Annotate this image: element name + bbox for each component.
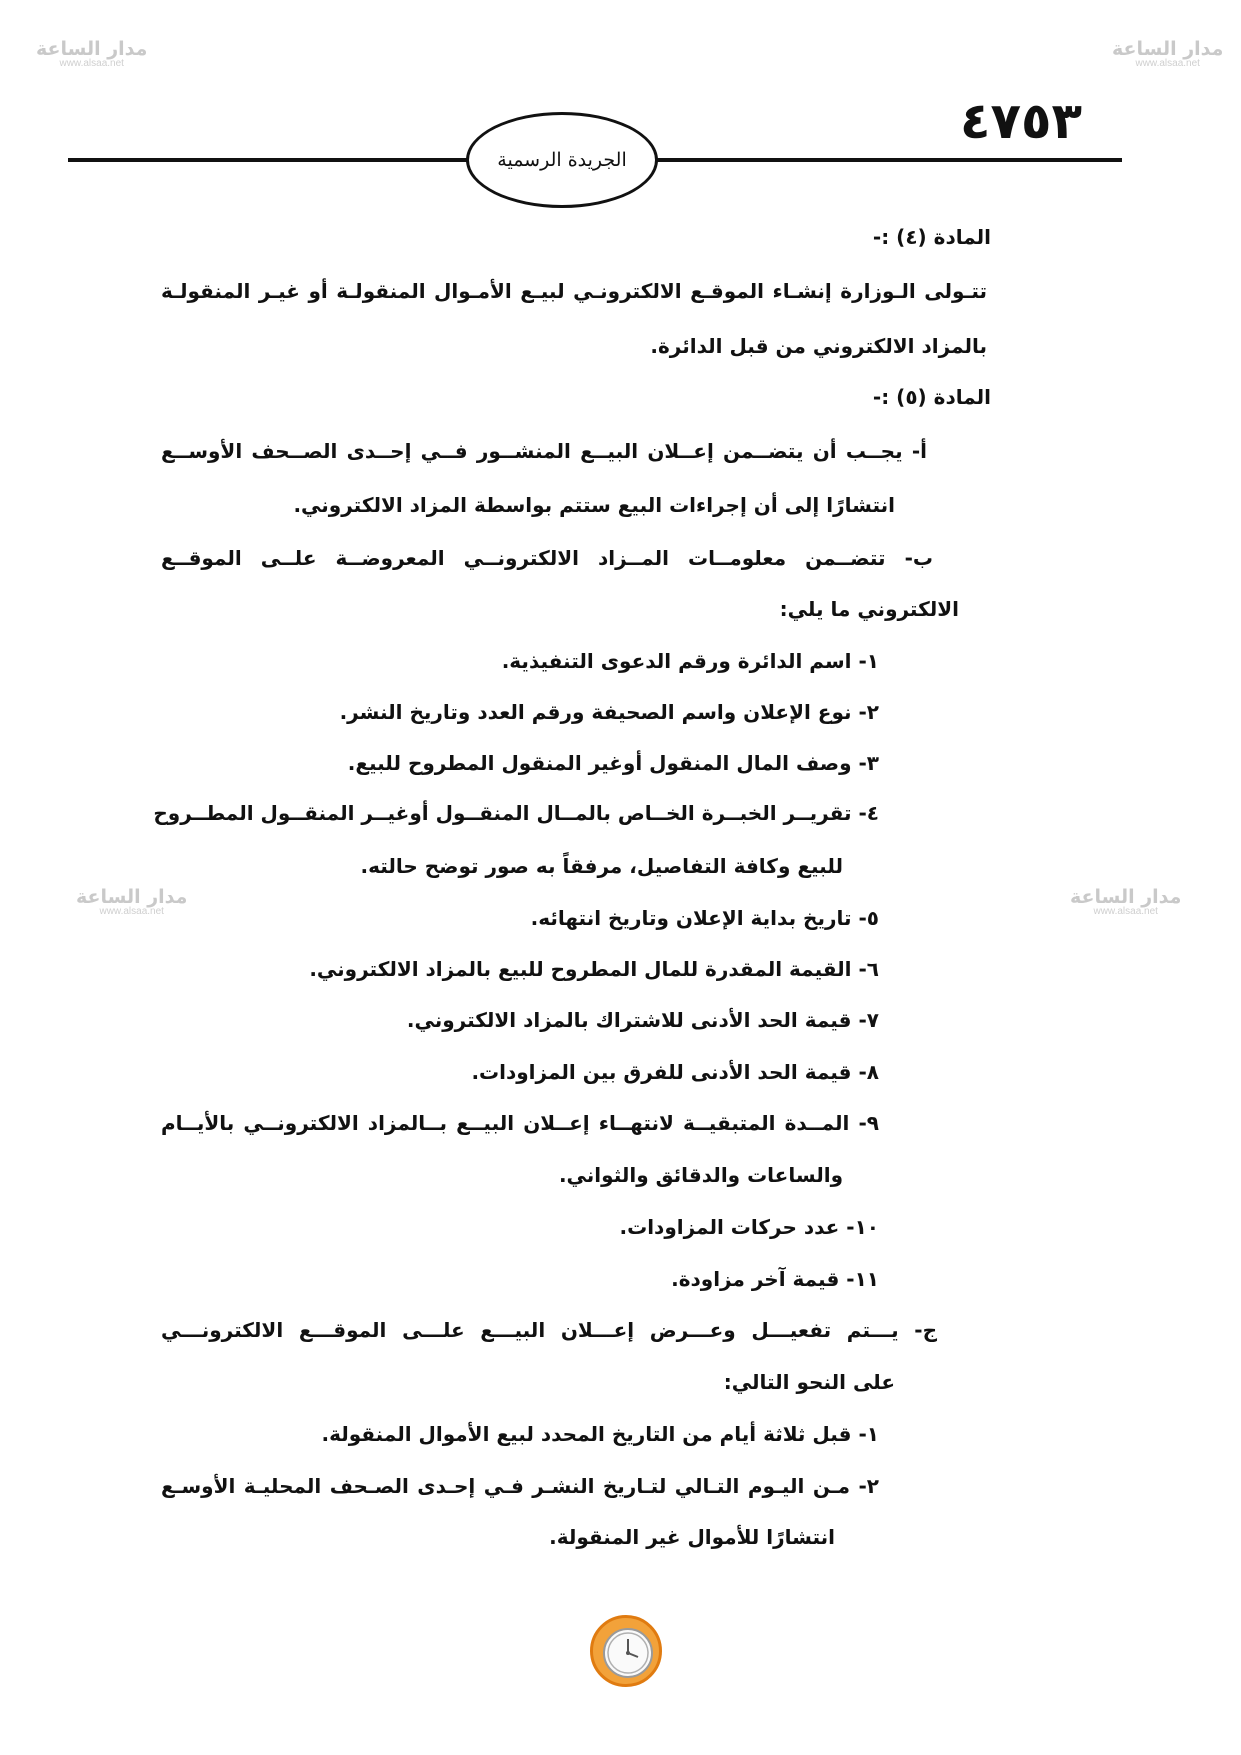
- article-5-heading: المادة (٥) :-: [872, 385, 991, 409]
- clause-a-line: انتشارًا إلى أن إجراءات البيع ستتم بواسطة المزاد الالكتروني.: [293, 493, 895, 517]
- list-item: ٣- وصف المال المنقول أوغير المنقول المطروح للبيع.: [347, 751, 879, 775]
- watermark-url: www.alsaa.net: [99, 906, 164, 917]
- watermark-logo: [76, 888, 187, 917]
- clause-c-line: على النحو التالي:: [723, 1370, 895, 1394]
- clause-a-line: أ- يجــب أن يتضــمن إعــلان البيــع المنشــور فــي إحــدى الصــحف الأوســع: [161, 439, 927, 463]
- list-item: ١٠- عدد حركات المزاودات.: [619, 1215, 879, 1239]
- list-item-continuation: والساعات والدقائق والثواني.: [558, 1163, 843, 1187]
- list-item: ٥- تاريخ بداية الإعلان وتاريخ انتهائه.: [530, 906, 879, 930]
- list-item: ٨- قيمة الحد الأدنى للفرق بين المزاودات.: [471, 1060, 879, 1084]
- article-4-heading: المادة (٤) :-: [872, 225, 991, 249]
- list-item: ٩- المــدة المتبقيــة لانتهــاء إعــلان البيــع بــالمزاد الالكترونــي بالأيــام: [161, 1111, 879, 1135]
- watermark-url: www.alsaa.net: [59, 58, 124, 69]
- list-item: ٦- القيمة المقدرة للمال المطروح للبيع بالمزاد الالكتروني.: [309, 957, 879, 981]
- watermark-logo: [36, 40, 147, 69]
- list-item: ٧- قيمة الحد الأدنى للاشتراك بالمزاد الالكتروني.: [406, 1008, 879, 1032]
- watermark-logo-text: مدار الساعة: [1112, 38, 1224, 60]
- page-number: ٤٧٥٣: [960, 92, 1083, 150]
- list-item-continuation: انتشارًا للأموال غير المنقولة.: [549, 1525, 835, 1549]
- list-item-continuation: للبيع وكافة التفاصيل، مرفقاً به صور توضح حالته.: [360, 854, 843, 878]
- clause-b-line: ب- تتضــمن معلومــات المــزاد الالكترونــي المعروضــة علــى الموقــع: [161, 546, 933, 570]
- article-4-line: بالمزاد الالكتروني من قبل الدائرة.: [650, 334, 987, 358]
- watermark-logo: [1070, 888, 1181, 917]
- watermark-url: www.alsaa.net: [1135, 58, 1200, 69]
- list-item: ٤- تقريــر الخبــرة الخــاص بالمــال المنقــول أوغيــر المنقــول المطــروح: [153, 801, 879, 825]
- clause-c-line: ج- يـــتم تفعيـــل وعـــرض إعـــلان البيـــع علـــى الموقـــع الالكترونـــي: [161, 1318, 937, 1342]
- masthead-title: الجريدة الرسمية: [497, 149, 627, 171]
- list-item: ٢- مـن اليـوم التـالي لتـاريخ النشـر فـي إحـدى الصـحف المحليـة الأوسـع: [161, 1474, 879, 1498]
- watermark-logo-text: مدار الساعة: [1070, 886, 1182, 908]
- list-item: ١- قبل ثلاثة أيام من التاريخ المحدد لبيع الأموال المنقولة.: [321, 1422, 879, 1446]
- watermark-logo: [1112, 40, 1223, 69]
- list-item: ٢- نوع الإعلان واسم الصحيفة ورقم العدد وتاريخ النشر.: [339, 700, 879, 724]
- list-item: ١- اسم الدائرة ورقم الدعوى التنفيذية.: [501, 649, 879, 673]
- watermark-url: www.alsaa.net: [1093, 906, 1158, 917]
- gazette-masthead: [466, 112, 658, 208]
- article-4-line: تتـولى الـوزارة إنشـاء الموقـع الالكترونـي لبيـع الأمـوال المنقولـة أو غيـر المنقولـة: [161, 279, 987, 303]
- clause-b-line: الالكتروني ما يلي:: [779, 597, 959, 621]
- list-item: ١١- قيمة آخر مزاودة.: [671, 1267, 879, 1291]
- clock-icon: [590, 1615, 662, 1687]
- watermark-logo-text: مدار الساعة: [76, 886, 188, 908]
- watermark-logo-text: مدار الساعة: [36, 38, 148, 60]
